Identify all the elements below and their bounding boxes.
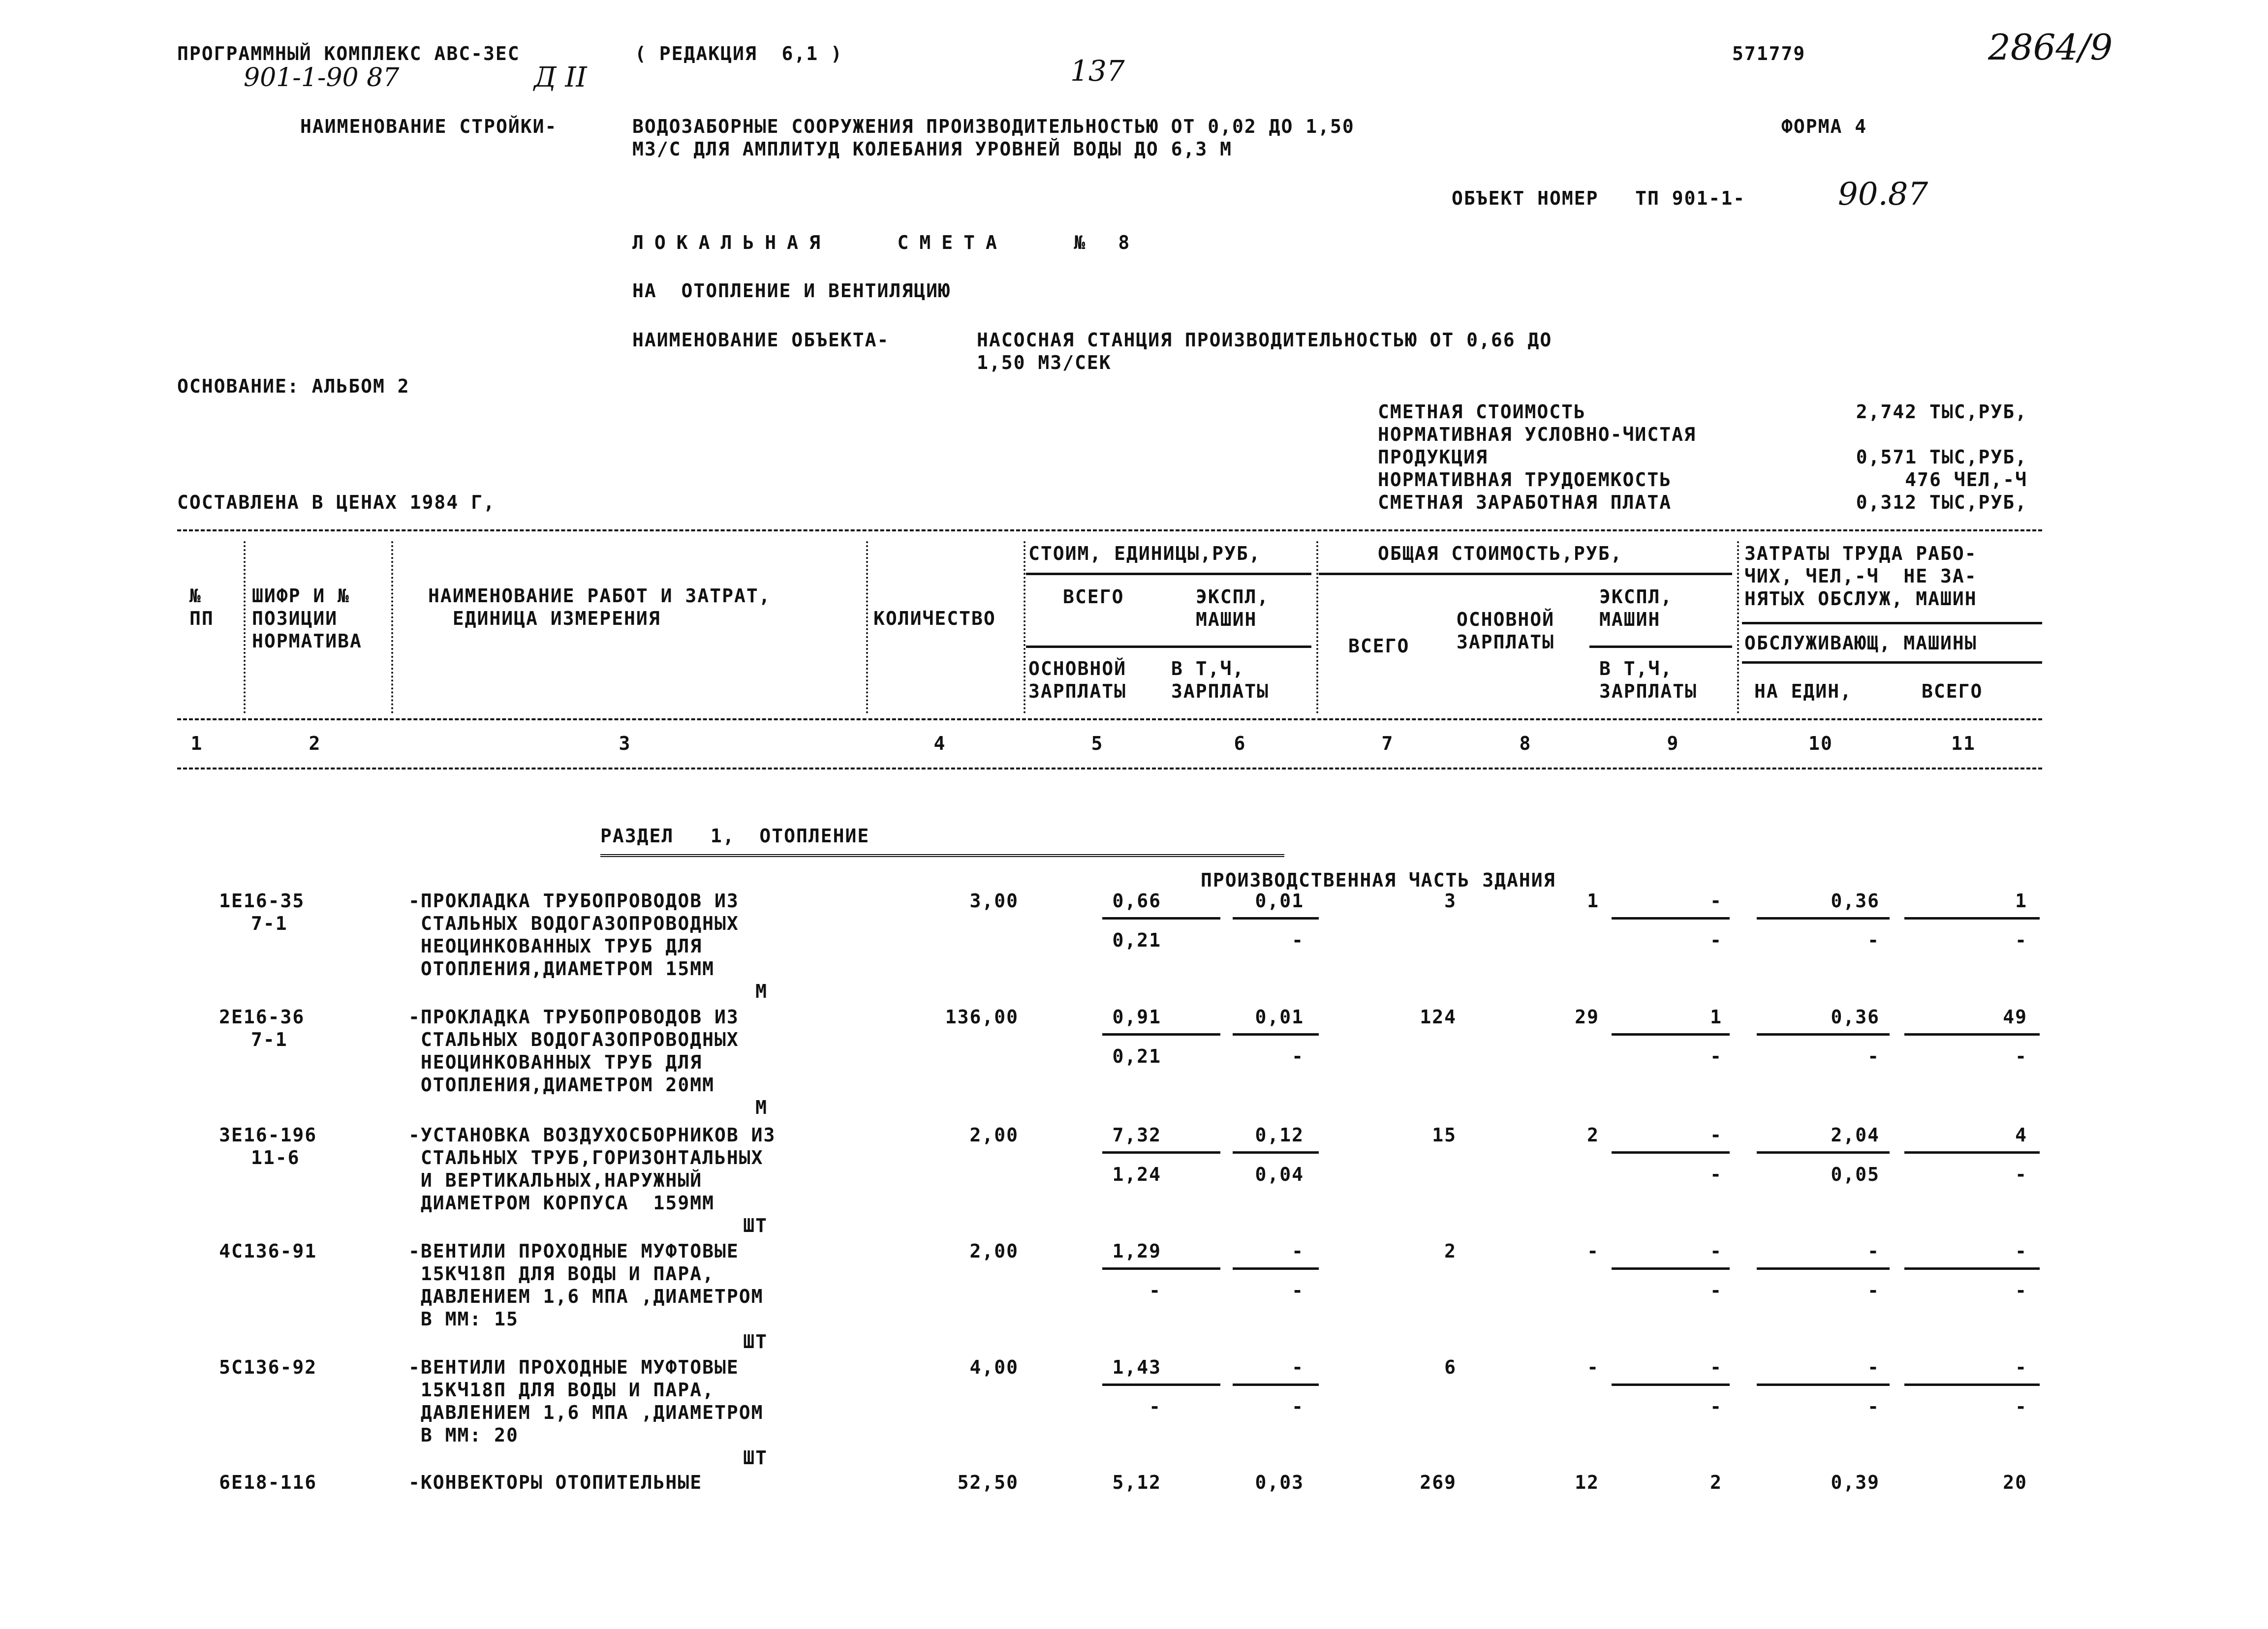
th-unit-wage: ОСНОВНОЙ ЗАРПЛАТЫ [1028,658,1127,702]
document-subtitle: НА ОТОПЛЕНИЕ И ВЕНТИЛЯЦИЮ [632,280,951,302]
row-total-wage: 12 [1575,1472,1599,1493]
col-number: 6 [1234,733,1246,754]
row-labor-serv-unit: - [1867,1280,1880,1301]
row-number: 6 [219,1472,231,1493]
row-description-line: ДИАМЕТРОМ КОРПУСА 159ММ [408,1192,715,1214]
cell-divider-rule [1102,1151,1220,1154]
row-total-mach: - [1710,1124,1722,1146]
row-labor-unit: - [1867,1356,1880,1378]
row-number: 1 [219,890,231,912]
row-number: 5 [219,1356,231,1378]
row-quantity: 52,50 [957,1472,1019,1493]
row-labor-total: 20 [2003,1472,2027,1493]
cell-divider-rule [1757,1033,1890,1036]
row-unit-wage: - [1149,1280,1161,1301]
th-unit-mach: ЭКСПЛ, МАШИН [1196,586,1270,630]
row-total-incl: - [1710,1164,1722,1185]
form-number: ФОРМА 4 [1781,116,1867,137]
handwritten-corner-number: 2864/9 [1988,27,2113,68]
th-unit-sub-rule [1026,645,1311,648]
row-description-line: СТАЛЬНЫХ ТРУБ,ГОРИЗОНТАЛЬНЫХ [408,1147,764,1168]
row-code-sub: 7-1 [251,1029,288,1050]
row-labor-total: 1 [2015,890,2027,912]
row-unit: М [755,981,768,1002]
basis: ОСНОВАНИЕ: АЛЬБОМ 2 [177,375,410,397]
row-code: Е16-196 [231,1124,317,1146]
cell-divider-rule [1233,1267,1319,1270]
document-code: 571779 [1732,43,1806,64]
cell-divider-rule [1612,1033,1730,1036]
cell-divider-rule [1233,1151,1319,1154]
summary-label-wage: СМЕТНАЯ ЗАРАБОТНАЯ ПЛАТА [1378,492,1672,513]
row-unit-incl: - [1292,929,1304,951]
row-labor-serv-total: - [2015,1396,2027,1417]
col-sep-3 [866,541,868,713]
row-description-line: -ПРОКЛАДКА ТРУБОПРОВОДОВ ИЗ [408,1006,739,1028]
cell-divider-rule [1233,1383,1319,1386]
row-unit-total: 5,12 [1112,1472,1161,1493]
row-unit-mach: 0,01 [1255,890,1304,912]
row-unit-incl: 0,04 [1255,1164,1304,1185]
col-number: 4 [933,733,946,754]
cell-divider-rule [1904,1267,2040,1270]
row-code-sub: 7-1 [251,913,288,934]
subsection-title: ПРОИЗВОДСТВЕННАЯ ЧАСТЬ ЗДАНИЯ [1201,869,1556,891]
cell-divider-rule [1102,1383,1220,1386]
row-quantity: 3,00 [969,890,1019,912]
construction-name-line2: М3/С ДЛЯ АМПЛИТУД КОЛЕБАНИЯ УРОВНЕЙ ВОДЫ ДО 6,3 М [632,138,1233,160]
row-description-line: -ВЕНТИЛИ ПРОХОДНЫЕ МУФТОВЫЕ [408,1240,739,1262]
row-description-line: -ПРОКЛАДКА ТРУБОПРОВОДОВ ИЗ [408,890,739,912]
row-total: 124 [1420,1006,1457,1028]
th-quantity: КОЛИЧЕСТВО [873,608,996,629]
row-quantity: 2,00 [969,1124,1019,1146]
cell-divider-rule [1904,1383,2040,1386]
row-labor-serv-total: - [2015,1045,2027,1067]
row-unit: ШТ [743,1215,768,1236]
row-unit-wage: - [1149,1396,1161,1417]
row-labor-total: 4 [2015,1124,2027,1146]
row-total: 15 [1432,1124,1457,1146]
row-total-mach: - [1710,890,1722,912]
row-labor-total: - [2015,1240,2027,1262]
row-unit-total: 1,29 [1112,1240,1161,1262]
edition: ( РЕДАКЦИЯ 6,1 ) [635,43,843,64]
summary-value-product: 0,571 ТЫС,РУБ, [1856,446,2027,468]
th-total-cost-rule [1319,573,1732,575]
row-total-mach: - [1710,1356,1722,1378]
row-unit-wage: 0,21 [1112,929,1161,951]
row-total-wage: 29 [1575,1006,1599,1028]
row-unit-total: 0,66 [1112,890,1161,912]
row-unit-mach: 0,12 [1255,1124,1304,1146]
col-number: 9 [1667,733,1679,754]
row-description-line: ОТОПЛЕНИЯ,ДИАМЕТРОМ 15ММ [408,958,715,980]
summary-label-product: НОРМАТИВНАЯ УСЛОВНО-ЧИСТАЯ [1378,424,1696,445]
col-number: 1 [190,733,203,754]
handwritten-page-number: 137 [1070,54,1125,88]
column-numbers-rule [177,768,2042,769]
col-number: 2 [309,733,321,754]
summary-value-wage: 0,312 ТЫС,РУБ, [1856,492,2027,513]
row-labor-serv-unit: 0,05 [1831,1164,1880,1185]
row-number: 2 [219,1006,231,1028]
cell-divider-rule [1102,1033,1220,1036]
row-unit-incl: - [1292,1045,1304,1067]
object-name-line2: 1,50 М3/СЕК [977,352,1112,373]
cell-divider-rule [1102,917,1220,920]
col-number: 5 [1091,733,1104,754]
row-labor-serv-unit: - [1867,929,1880,951]
row-total-wage: - [1587,1356,1599,1378]
row-total-wage: 1 [1587,890,1599,912]
row-description-line: СТАЛЬНЫХ ВОДОГАЗОПРОВОДНЫХ [408,913,739,934]
row-unit-mach: 0,03 [1255,1472,1304,1493]
row-total-incl: - [1710,1045,1722,1067]
summary-label-product2: ПРОДУКЦИЯ [1378,446,1488,468]
cell-divider-rule [1233,917,1319,920]
cell-divider-rule [1612,1267,1730,1270]
cell-divider-rule [1102,1267,1220,1270]
row-unit: М [755,1097,768,1118]
summary-label-cost: СМЕТНАЯ СТОИМОСТЬ [1378,401,1586,423]
row-labor-serv-unit: - [1867,1396,1880,1417]
row-total: 6 [1444,1356,1457,1378]
col-sep-2 [391,541,393,713]
row-labor-unit: 0,39 [1831,1472,1880,1493]
th-total-sub-rule [1589,645,1732,648]
row-description-line: -КОНВЕКТОРЫ ОТОПИТЕЛЬНЫЕ [408,1472,703,1493]
row-code: Е16-36 [231,1006,305,1028]
object-name-line1: НАСОСНАЯ СТАНЦИЯ ПРОИЗВОДИТЕЛЬНОСТЬЮ ОТ 0,66 ДО [977,329,1553,351]
row-total-incl: - [1710,1280,1722,1301]
row-description-line: -ВЕНТИЛИ ПРОХОДНЫЕ МУФТОВЫЕ [408,1356,739,1378]
row-description-line: СТАЛЬНЫХ ВОДОГАЗОПРОВОДНЫХ [408,1029,739,1050]
th-unit-incl: В Т,Ч, ЗАРПЛАТЫ [1171,658,1270,702]
row-total: 269 [1420,1472,1457,1493]
cell-divider-rule [1757,1267,1890,1270]
cell-divider-rule [1612,1383,1730,1386]
row-description-line: НЕОЦИНКОВАННЫХ ТРУБ ДЛЯ [408,1051,703,1073]
row-description-line: В ММ: 15 [408,1308,519,1330]
row-total-incl: - [1710,1396,1722,1417]
row-labor-serv-total: - [2015,1164,2027,1185]
th-unit-cost: СТОИМ, ЕДИНИЦЫ,РУБ, [1028,543,1261,564]
program-name: ПРОГРАММНЫЙ КОМПЛЕКС АВС-3ЕС [177,43,520,64]
row-description-line: 15КЧ18П ДЛЯ ВОДЫ И ПАРА, [408,1263,715,1285]
row-description-line: НЕОЦИНКОВАННЫХ ТРУБ ДЛЯ [408,935,703,957]
document-title: ЛОКАЛЬНАЯ СМЕТА № 8 [632,232,1141,253]
row-unit-total: 0,91 [1112,1006,1161,1028]
cell-divider-rule [1233,1033,1319,1036]
col-number: 8 [1519,733,1532,754]
construction-label: НАИМЕНОВАНИЕ СТРОЙКИ- [300,116,558,137]
cell-divider-rule [1612,1151,1730,1154]
th-labor-total: ВСЕГО [1922,680,1983,702]
th-total-cost: ОБЩАЯ СТОИМОСТЬ,РУБ, [1378,543,1623,564]
col-sep-1 [244,541,246,713]
row-total-mach: 1 [1710,1006,1722,1028]
row-total-wage: - [1587,1240,1599,1262]
row-description-line: 15КЧ18П ДЛЯ ВОДЫ И ПАРА, [408,1379,715,1401]
col-sep-4 [1024,541,1025,713]
col-number: 3 [619,733,631,754]
row-unit-incl: - [1292,1396,1304,1417]
row-total-incl: - [1710,929,1722,951]
row-code: Е18-116 [231,1472,317,1493]
summary-value-cost: 2,742 ТЫС,РУБ, [1856,401,2027,423]
row-unit-wage: 1,24 [1112,1164,1161,1185]
row-total-wage: 2 [1587,1124,1599,1146]
th-labor-rule2 [1742,661,2042,664]
row-labor-serv-total: - [2015,929,2027,951]
row-total: 2 [1444,1240,1457,1262]
row-number: 3 [219,1124,231,1146]
row-total-mach: 2 [1710,1472,1722,1493]
th-labor-serv: ОБСЛУЖИВАЮЩ, МАШИНЫ [1744,632,1977,654]
row-description-line: ДАВЛЕНИЕМ 1,6 МПА ,ДИАМЕТРОМ [408,1286,764,1307]
th-labor-unit: НА ЕДИН, [1754,680,1853,702]
object-name-label: НАИМЕНОВАНИЕ ОБЪЕКТА- [632,329,890,351]
row-labor-unit: 0,36 [1831,890,1880,912]
th-unit-total: ВСЕГО [1063,586,1124,608]
row-unit-mach: 0,01 [1255,1006,1304,1028]
cell-divider-rule [1904,1151,2040,1154]
row-total-mach: - [1710,1240,1722,1262]
handwritten-doc-number: 901-1-90 87 [244,63,400,92]
col-number: 10 [1808,733,1833,754]
header-bottom-rule [177,718,2042,720]
row-unit-incl: - [1292,1280,1304,1301]
summary-value-labor: 476 ЧЕЛ,-Ч [1905,469,2027,491]
handwritten-mark: Д II [534,61,587,93]
row-labor-unit: 0,36 [1831,1006,1880,1028]
row-labor-serv-unit: - [1867,1045,1880,1067]
row-code: С136-92 [231,1356,317,1378]
cell-divider-rule [1904,1033,2040,1036]
th-code: ШИФР И № ПОЗИЦИИ НОРМАТИВА [252,585,362,652]
section-title: РАЗДЕЛ 1, ОТОПЛЕНИЕ [600,825,870,847]
row-description-line: ДАВЛЕНИЕМ 1,6 МПА ,ДИАМЕТРОМ [408,1402,764,1423]
row-labor-unit: 2,04 [1831,1124,1880,1146]
row-labor-unit: - [1867,1240,1880,1262]
row-description-line: В ММ: 20 [408,1424,519,1446]
row-labor-serv-total: - [2015,1280,2027,1301]
col-sep-6 [1316,541,1318,713]
th-row-number: № ПП [189,585,214,629]
cell-divider-rule [1612,917,1730,920]
row-unit-total: 7,32 [1112,1124,1161,1146]
row-unit-wage: 0,21 [1112,1045,1161,1067]
row-unit-total: 1,43 [1112,1356,1161,1378]
col-number: 7 [1381,733,1394,754]
header-top-rule [177,529,2042,531]
th-total-wage: ОСНОВНОЙ ЗАРПЛАТЫ [1457,609,1555,653]
object-number-label: ОБЪЕКТ НОМЕР ТП 901-1- [1452,187,1746,209]
th-total-incl: В Т,Ч, ЗАРПЛАТЫ [1599,658,1698,702]
th-total-mach: ЭКСПЛ, МАШИН [1599,586,1673,630]
th-unit-cost-rule [1026,573,1311,575]
row-code-sub: 11-6 [251,1147,300,1168]
row-total: 3 [1444,890,1457,912]
th-labor-rule1 [1742,622,2042,624]
row-unit: ШТ [743,1447,768,1469]
row-labor-total: - [2015,1356,2027,1378]
th-work-name: НАИМЕНОВАНИЕ РАБОТ И ЗАТРАТ, ЕДИНИЦА ИЗМЕРЕНИЯ [428,585,771,629]
th-total-all: ВСЕГО [1348,635,1410,657]
row-unit-mach: - [1292,1240,1304,1262]
summary-label-labor: НОРМАТИВНАЯ ТРУДОЕМКОСТЬ [1378,469,1672,491]
row-unit-mach: - [1292,1356,1304,1378]
section-underline [600,854,1284,857]
row-quantity: 2,00 [969,1240,1019,1262]
row-labor-total: 49 [2003,1006,2027,1028]
row-quantity: 4,00 [969,1356,1019,1378]
row-description-line: И ВЕРТИКАЛЬНЫХ,НАРУЖНЫЙ [408,1169,703,1191]
cell-divider-rule [1757,1151,1890,1154]
th-labor: ЗАТРАТЫ ТРУДА РАБО- ЧИХ, ЧЕЛ,-Ч НЕ ЗА- НЯТЫХ ОБСЛУЖ, МАШИН [1744,543,1977,610]
cell-divider-rule [1757,1383,1890,1386]
cell-divider-rule [1904,917,2040,920]
row-unit: ШТ [743,1331,768,1352]
row-description-line: -УСТАНОВКА ВОЗДУХОСБОРНИКОВ ИЗ [408,1124,776,1146]
col-number: 11 [1951,733,1976,754]
cell-divider-rule [1757,917,1890,920]
row-number: 4 [219,1240,231,1262]
row-code: Е16-35 [231,890,305,912]
construction-name-line1: ВОДОЗАБОРНЫЕ СООРУЖЕНИЯ ПРОИЗВОДИТЕЛЬНОСТЬЮ ОТ 0,02 ДО 1,50 [632,116,1355,137]
col-sep-9 [1737,541,1739,713]
row-description-line: ОТОПЛЕНИЯ,ДИАМЕТРОМ 20ММ [408,1074,715,1096]
row-quantity: 136,00 [945,1006,1019,1028]
handwritten-object-number: 90.87 [1838,176,1928,213]
prices-note: СОСТАВЛЕНА В ЦЕНАХ 1984 Г, [177,492,496,513]
row-code: С136-91 [231,1240,317,1262]
